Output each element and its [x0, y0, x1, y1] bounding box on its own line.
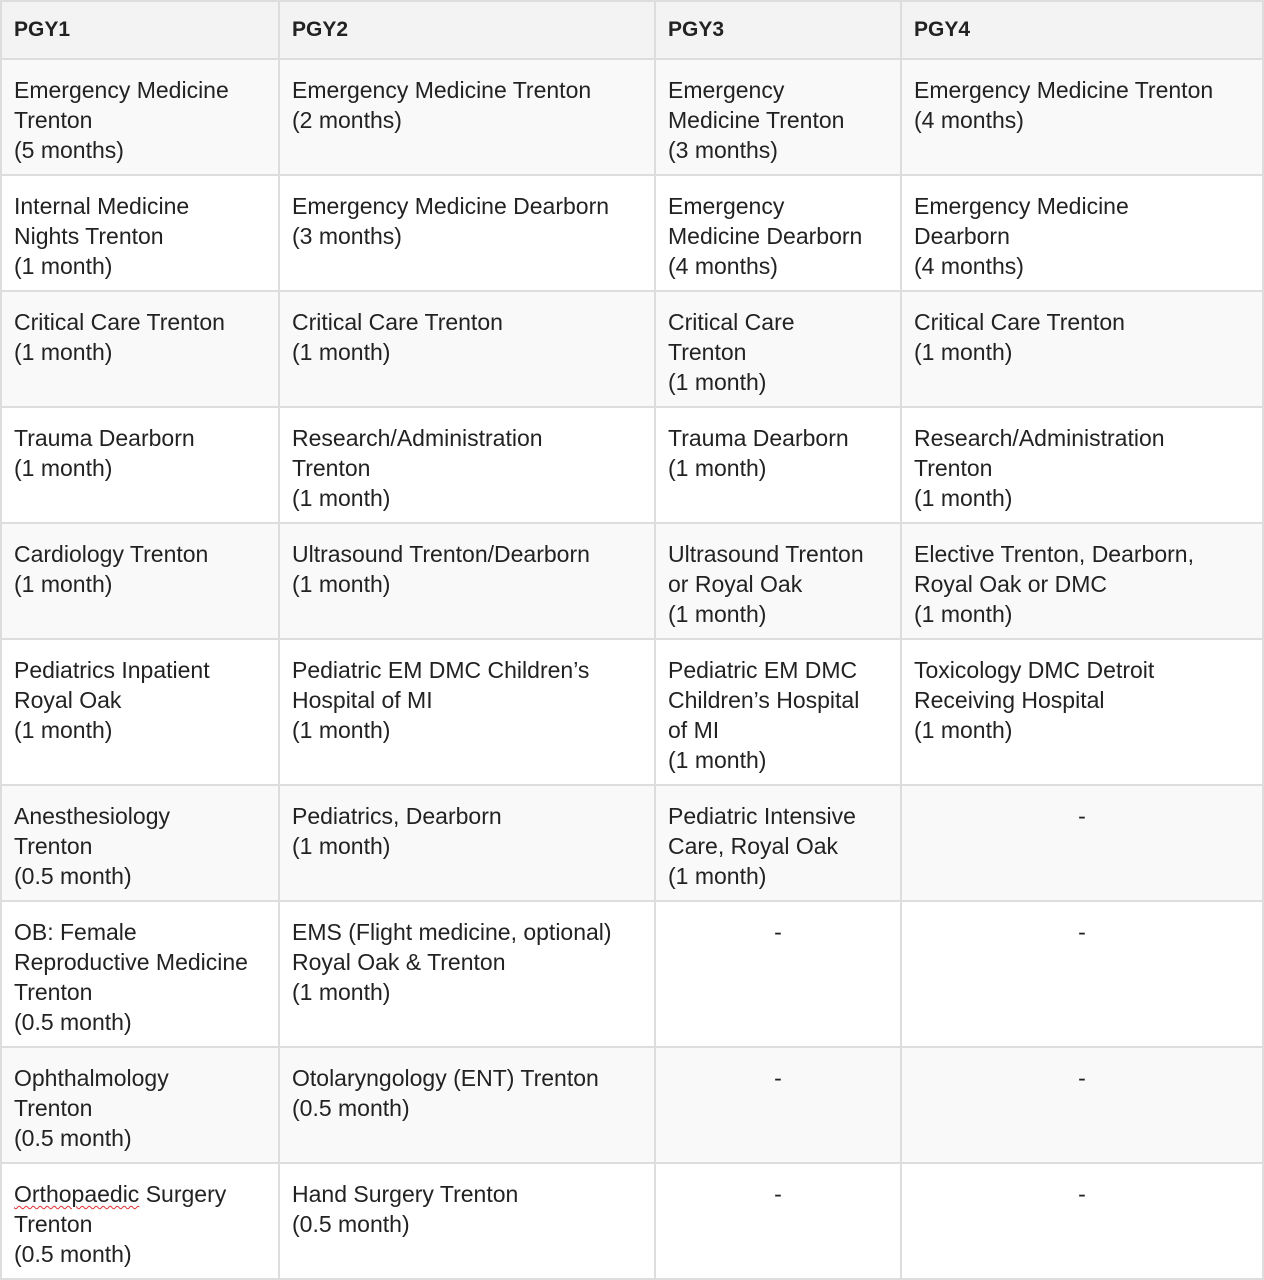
- table-cell: [901, 1163, 1263, 1279]
- table-row: [1, 407, 1263, 523]
- cell-text-line: or Royal Oak: [668, 571, 803, 597]
- cell-text-line: (1 month): [914, 485, 1013, 511]
- cell-text-line: Trenton: [14, 1095, 93, 1121]
- cell-text-line: (1 month): [292, 485, 391, 511]
- table-cell: [1, 1163, 279, 1279]
- table-row: [1, 901, 1263, 1047]
- cell-text-line: -: [774, 1181, 782, 1207]
- cell-text-line: -: [774, 1065, 782, 1091]
- cell-text-line: Emergency Medicine: [14, 77, 229, 103]
- table-cell: [901, 291, 1263, 407]
- cell-text-line: -: [1078, 803, 1086, 829]
- cell-text-line: (1 month): [14, 339, 113, 365]
- cell-text-line: Children’s Hospital: [668, 687, 860, 713]
- cell-text-line: Nights Trenton: [14, 223, 164, 249]
- table-row: [1, 523, 1263, 639]
- cell-text-line: Medicine Trenton: [668, 107, 845, 133]
- table-cell: [655, 523, 901, 639]
- table-cell: [655, 901, 901, 1047]
- cell-text-line: (0.5 month): [14, 1241, 132, 1267]
- cell-text-line: Research/Administration: [914, 425, 1165, 451]
- table-row: [1, 175, 1263, 291]
- table-cell: [655, 59, 901, 175]
- cell-text-line: (1 month): [914, 339, 1013, 365]
- table-cell: [279, 523, 655, 639]
- table-cell: [655, 407, 901, 523]
- cell-text-line: Otolaryngology (ENT) Trenton: [292, 1065, 599, 1091]
- table-cell: [901, 785, 1263, 901]
- table-cell: [655, 1047, 901, 1163]
- cell-text-line: Cardiology Trenton: [14, 541, 209, 567]
- cell-text-line: (4 months): [914, 107, 1024, 133]
- table-row: [1, 1047, 1263, 1163]
- cell-text-line: Research/Administration: [292, 425, 543, 451]
- table-cell: [901, 1047, 1263, 1163]
- cell-text-line: Elective Trenton, Dearborn,: [914, 541, 1194, 567]
- cell-text-line: Trenton: [292, 455, 371, 481]
- cell-text-line: (1 month): [292, 571, 391, 597]
- cell-text-line: -: [1078, 1181, 1086, 1207]
- cell-text-line: (1 month): [292, 339, 391, 365]
- cell-text-line: -: [1078, 1065, 1086, 1091]
- cell-text-line: Pediatrics Inpatient: [14, 657, 210, 683]
- cell-text-line: Trauma Dearborn: [668, 425, 849, 451]
- cell-text-line: -: [774, 919, 782, 945]
- cell-text-line: Trenton: [14, 833, 93, 859]
- table-cell: [655, 291, 901, 407]
- cell-text-line: Hospital of MI: [292, 687, 433, 713]
- cell-text-line: (0.5 month): [14, 1125, 132, 1151]
- cell-text-line: Pediatrics, Dearborn: [292, 803, 502, 829]
- cell-text-line: Emergency Medicine Trenton: [914, 77, 1214, 103]
- cell-text-line: Anesthesiology: [14, 803, 170, 829]
- header-cell: PGY1: [1, 1, 279, 59]
- cell-text-line: Pediatric Intensive: [668, 803, 856, 829]
- cell-text-line: Critical Care Trenton: [14, 309, 225, 335]
- header-cell: PGY4: [901, 1, 1263, 59]
- cell-text-line: Internal Medicine: [14, 193, 190, 219]
- table-row: [1, 785, 1263, 901]
- cell-text-line: Toxicology DMC Detroit: [914, 657, 1155, 683]
- cell-text-line: (1 month): [668, 601, 767, 627]
- table-cell: [279, 291, 655, 407]
- cell-text-line: (1 month): [668, 747, 767, 773]
- cell-text-line: Trenton: [14, 979, 93, 1005]
- cell-text-line: Ultrasound Trenton/Dearborn: [292, 541, 590, 567]
- cell-text-line: OB: Female: [14, 919, 137, 945]
- table-cell: [901, 59, 1263, 175]
- cell-text-line: (1 month): [292, 717, 391, 743]
- cell-text-line: (0.5 month): [14, 863, 132, 889]
- table-cell: [1, 901, 279, 1047]
- cell-text-line: (2 months): [292, 107, 402, 133]
- table-cell: [1, 1047, 279, 1163]
- cell-text-line: Critical Care Trenton: [914, 309, 1125, 335]
- cell-text-line: (1 month): [14, 571, 113, 597]
- cell-text-line: Emergency Medicine: [914, 193, 1129, 219]
- table-cell: [901, 901, 1263, 1047]
- table-cell: [901, 523, 1263, 639]
- cell-text-line: Care, Royal Oak: [668, 833, 839, 859]
- table-cell: [279, 785, 655, 901]
- cell-text-line: Ophthalmology: [14, 1065, 169, 1091]
- cell-text-line: (3 months): [292, 223, 402, 249]
- table-cell: [655, 639, 901, 785]
- table-cell: [279, 407, 655, 523]
- cell-text-line: (0.5 month): [14, 1009, 132, 1035]
- cell-text-line: Medicine Dearborn: [668, 223, 863, 249]
- cell-text-line: Pediatric EM DMC Children’s: [292, 657, 590, 683]
- cell-text-line: of MI: [668, 717, 720, 743]
- cell-text-line: Trenton: [14, 107, 93, 133]
- table-row: [1, 639, 1263, 785]
- cell-text-line: (1 month): [914, 717, 1013, 743]
- table-cell: [279, 1163, 655, 1279]
- cell-text-line: Royal Oak: [14, 687, 122, 713]
- table-cell: [655, 175, 901, 291]
- cell-text-line: (1 month): [914, 601, 1013, 627]
- cell-text-line: (1 month): [668, 863, 767, 889]
- table-cell: [655, 1163, 901, 1279]
- table-cell: [901, 175, 1263, 291]
- cell-text-line: -: [1078, 919, 1086, 945]
- spellcheck-underline-word: Orthopaedic: [14, 1181, 140, 1207]
- cell-text-line: Emergency: [668, 77, 785, 103]
- table-cell: [1, 291, 279, 407]
- table-row: [1, 291, 1263, 407]
- cell-text-line: Critical Care Trenton: [292, 309, 503, 335]
- table-row: [1, 1163, 1263, 1279]
- cell-text-line: (0.5 month): [292, 1211, 410, 1237]
- table-cell: [1, 175, 279, 291]
- cell-text-line-spellcheck: Orthopaedic Surgery: [14, 1181, 227, 1207]
- cell-text-line: (1 month): [292, 979, 391, 1005]
- cell-text-line: Hand Surgery Trenton: [292, 1181, 519, 1207]
- table-row: [1, 59, 1263, 175]
- header-cell: PGY2: [279, 1, 655, 59]
- cell-text-line: (3 months): [668, 137, 778, 163]
- cell-text-line: Royal Oak or DMC: [914, 571, 1107, 597]
- header-cell: PGY3: [655, 1, 901, 59]
- cell-text-line: (0.5 month): [292, 1095, 410, 1121]
- table-cell: [1, 59, 279, 175]
- cell-text-line: Ultrasound Trenton: [668, 541, 864, 567]
- table-cell: [279, 175, 655, 291]
- table-cell: [279, 1047, 655, 1163]
- cell-text-line: (5 months): [14, 137, 124, 163]
- cell-text-line: Trauma Dearborn: [14, 425, 195, 451]
- cell-text-line: Reproductive Medicine: [14, 949, 248, 975]
- cell-text-line: (4 months): [668, 253, 778, 279]
- cell-text-line: Trenton: [668, 339, 747, 365]
- cell-text-line: Receiving Hospital: [914, 687, 1105, 713]
- cell-text-line: (4 months): [914, 253, 1024, 279]
- table-cell: [1, 407, 279, 523]
- cell-text-line: (1 month): [14, 253, 113, 279]
- cell-text-line: Emergency: [668, 193, 785, 219]
- cell-text-line: (1 month): [292, 833, 391, 859]
- cell-text-line: (1 month): [668, 369, 767, 395]
- table-cell: [1, 523, 279, 639]
- cell-text-line: Dearborn: [914, 223, 1010, 249]
- cell-text-line: Trenton: [14, 1211, 93, 1237]
- cell-text-line: (1 month): [668, 455, 767, 481]
- table-cell: [279, 59, 655, 175]
- table-cell: [1, 639, 279, 785]
- cell-text-line: Trenton: [914, 455, 993, 481]
- cell-text-line: (1 month): [14, 455, 113, 481]
- cell-text-line: (1 month): [14, 717, 113, 743]
- table-cell: [901, 407, 1263, 523]
- table-cell: [279, 639, 655, 785]
- cell-text-line: Emergency Medicine Dearborn: [292, 193, 610, 219]
- table-cell: [1, 785, 279, 901]
- cell-text-line: Pediatric EM DMC: [668, 657, 858, 683]
- header-row: [1, 1, 1263, 59]
- cell-text-line: Critical Care: [668, 309, 795, 335]
- table-cell: [279, 901, 655, 1047]
- cell-text-line: EMS (Flight medicine, optional): [292, 919, 612, 945]
- cell-text-line: Emergency Medicine Trenton: [292, 77, 592, 103]
- table-cell: [655, 785, 901, 901]
- table-cell: [901, 639, 1263, 785]
- cell-text-line: Royal Oak & Trenton: [292, 949, 506, 975]
